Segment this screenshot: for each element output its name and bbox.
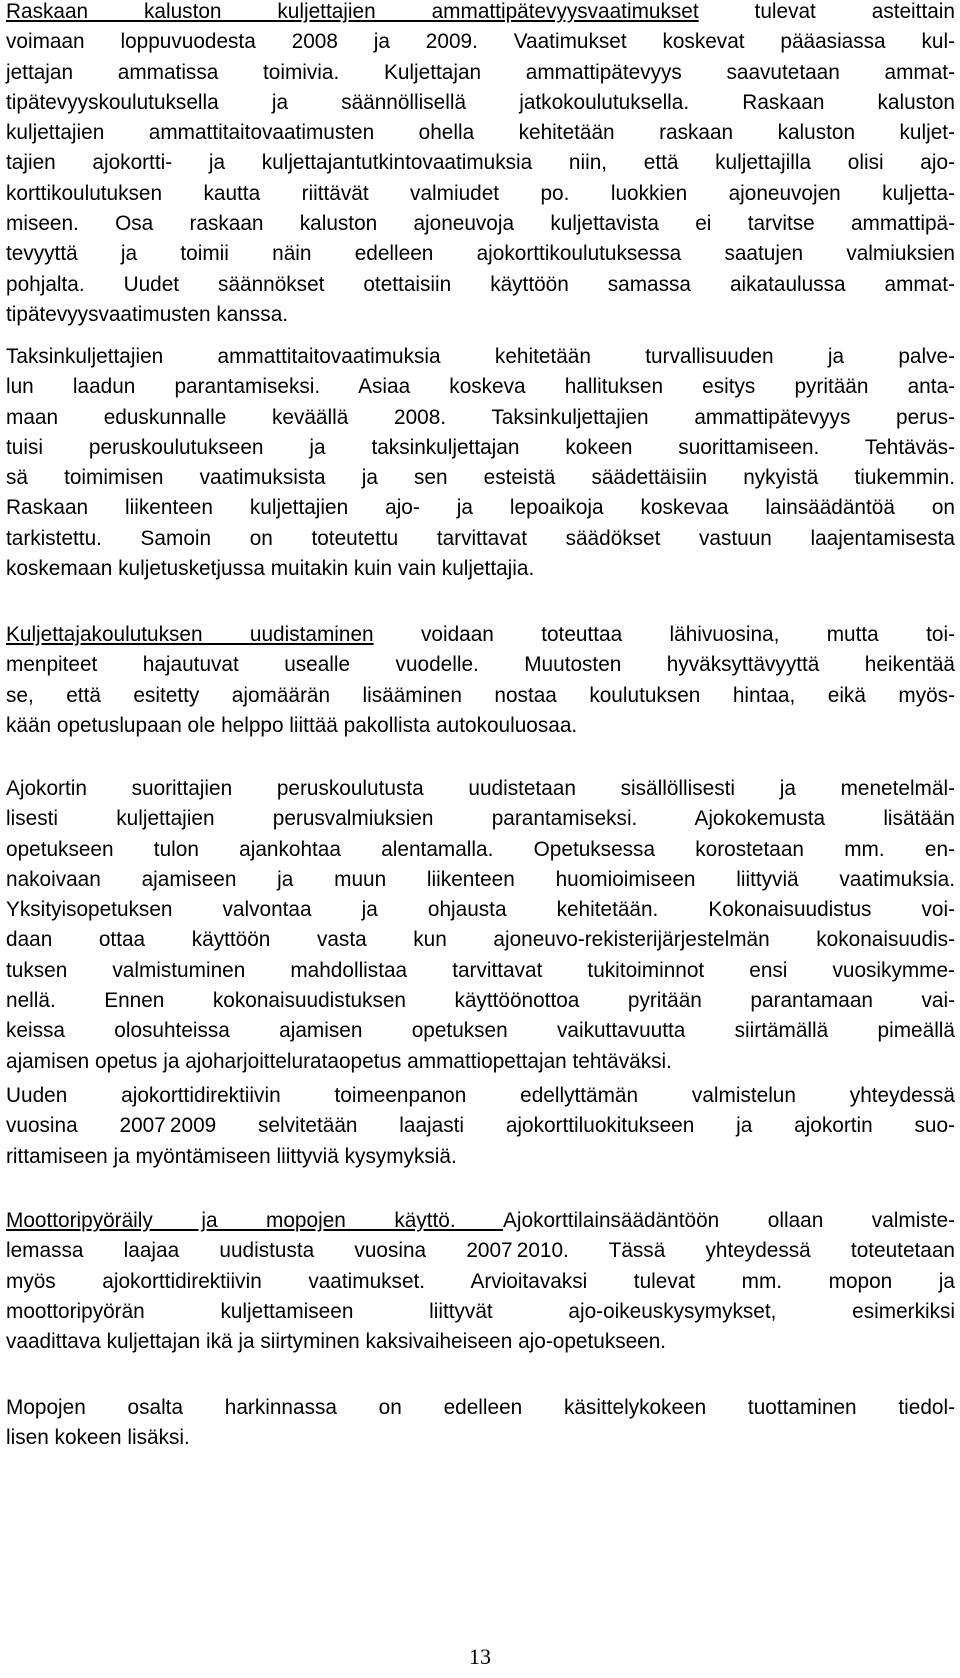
text-run: myös ajokorttidirektiivin vaatimukset. Arvioitavaksi tulevat mm. mopon ja (6, 1269, 955, 1293)
text-run: Ajokortin suorittajien peruskoulutusta uudistetaan sisällöllisesti ja menetelmäl- (6, 777, 955, 800)
text-line (6, 1297, 955, 1327)
text-run: Raskaan liikenteen kuljettajien ajo- ja lepoaikoja koskevaa lainsäädäntöä on (6, 496, 955, 520)
text-line (6, 179, 955, 209)
text-run: ajamisen opetus ja ajoharjoittelurataopetus ammattiopettajan tehtäväksi. (6, 1049, 672, 1073)
text-run: voidaan toteuttaa lähivuosina, mutta toi- (373, 623, 956, 646)
text-line (6, 986, 955, 1016)
text-line (6, 300, 955, 330)
text-run: koskemaan kuljetusketjussa muitakin kuin vain kuljettajia. (6, 557, 535, 581)
text-line (6, 925, 955, 955)
text-line (6, 1142, 955, 1172)
text-run: tuisi peruskoulutukseen ja taksinkuljettajan kokeen suorittamiseen. Tehtäväs- (6, 435, 955, 459)
text-line (6, 835, 955, 865)
text-run: Taksinkuljettajien ammattitaitovaatimuksia kehitetään turvallisuuden ja palve- (6, 345, 955, 368)
text-line (6, 118, 955, 148)
underlined-heading: Moottoripyöräily ja mopojen käyttö. (6, 1209, 504, 1232)
text-line (6, 804, 955, 834)
text-run: nakoivaan ajamiseen ja muun liikenteen huomioimiseen liittyviä vaatimuksia. (6, 867, 955, 891)
text-run: rittamiseen ja myöntämiseen liittyviä kysymyksiä. (6, 1144, 457, 1168)
text-run: tuksen valmistuminen mahdollistaa tarvittavat tukitoiminnot ensi vuosikymme- (6, 958, 955, 982)
text-run: kään opetuslupaan ole helppo liittää pakollista autokouluosaa. (6, 713, 578, 737)
paragraph (0, 1393, 955, 1454)
text-line (6, 433, 955, 463)
text-line (6, 681, 955, 711)
text-line (6, 27, 955, 57)
text-line (6, 1327, 955, 1357)
text-run: lisen kokeen lisäksi. (6, 1426, 190, 1450)
text-run: vuosina 2007 2009 selvitetään laajasti ajokorttiluokitukseen ja ajokortin suo- (6, 1114, 955, 1138)
text-run: kuljettajien ammattitaitovaatimusten ohella kehitetään raskaan kaluston kuljet- (6, 121, 955, 145)
text-run: sä toimimisen vaatimuksista ja sen esteistä säädettäisiin nykyistä tiukemmin. (6, 466, 955, 490)
paragraph (0, 1206, 955, 1357)
text-run: Uuden ajokorttidirektiivin toimeenpanon edellyttämän valmistelun yhteydessä (6, 1084, 955, 1107)
text-line (6, 209, 955, 239)
text-line (6, 1236, 955, 1266)
text-line (6, 554, 955, 584)
underlined-heading: Kuljettajakoulutuksen uudistaminen (6, 623, 374, 646)
text-run: Yksityisopetuksen valvontaa ja ohjausta kehitetään. Kokonaisuudistus voi- (6, 898, 955, 922)
text-line (6, 711, 955, 741)
text-line (6, 372, 955, 402)
text-line (6, 620, 955, 650)
paragraph (0, 620, 955, 741)
text-run: menpiteet hajautuvat usealle vuodelle. Muutosten hyväksyttävyyttä heikentää (6, 653, 955, 677)
text-run: tajien ajokortti- ja kuljettajantutkintovaatimuksia niin, että kuljettajilla olisi ajo- (6, 151, 955, 175)
text-run: daan ottaa käyttöön vasta kun ajoneuvo-rekisterijärjestelmän kokonaisuudis- (6, 928, 955, 952)
paragraph (0, 342, 955, 584)
text-run: tarkistettu. Samoin on toteutettu tarvittavat säädökset vastuun laajentamisesta (6, 526, 955, 550)
text-line (6, 1206, 955, 1236)
text-line (6, 1016, 955, 1046)
text-line (6, 1393, 955, 1423)
text-line (6, 88, 955, 118)
text-line (6, 270, 955, 300)
text-run: tipätevyysvaatimusten kanssa. (6, 302, 289, 326)
text-run: keissa olosuhteissa ajamisen opetuksen vaikuttavuutta siirtämällä pimeällä (6, 1019, 955, 1043)
text-run: voimaan loppuvuodesta 2008 ja 2009. Vaatimukset koskevat pääasiassa kul- (6, 30, 955, 54)
text-line (6, 956, 955, 986)
text-line (6, 1047, 955, 1077)
text-line (6, 403, 955, 433)
text-line (6, 463, 955, 493)
text-line (6, 895, 955, 925)
text-run: Ajokorttilainsäädäntöön ollaan valmiste- (503, 1209, 955, 1232)
text-run: se, että esitetty ajomäärän lisääminen nostaa koulutuksen hintaa, eikä myös- (6, 683, 955, 707)
text-run: tipätevyyskoulutuksella ja säännöllisellä jatkokoulutuksella. Raskaan kaluston (6, 90, 955, 114)
paragraph (0, 1081, 955, 1172)
text-line (6, 493, 955, 523)
text-run: pohjalta. Uudet säännökset otettaisiin käyttöön samassa aikataulussa ammat- (6, 272, 955, 296)
text-run: maan eduskunnalle keväällä 2008. Taksinkuljettajien ammattipätevyys perus- (6, 405, 955, 429)
text-line (6, 865, 955, 895)
text-line (6, 650, 955, 680)
text-run: moottoripyörän kuljettamiseen liittyvät ajo-oikeuskysymykset, esimerkiksi (6, 1299, 955, 1323)
text-line (6, 0, 955, 27)
text-run: tevyyttä ja toimii näin edelleen ajokorttikoulutuksessa saatujen valmiuksien (6, 242, 955, 266)
text-line (6, 239, 955, 269)
text-line (6, 148, 955, 178)
underlined-heading: Raskaan kaluston kuljettajien ammattipätevyysvaatimukset (6, 0, 699, 23)
text-run: tulevat asteittain (698, 0, 955, 23)
text-line (6, 524, 955, 554)
text-line (6, 1423, 955, 1453)
text-run: Mopojen osalta harkinnassa on edelleen käsittelykokeen tuottaminen tiedol- (6, 1396, 955, 1419)
text-run: miseen. Osa raskaan kaluston ajoneuvoja kuljettavista ei tarvitse ammattipä- (6, 212, 955, 236)
text-run: lun laadun parantamiseksi. Asiaa koskeva hallituksen esitys pyritään anta- (6, 375, 955, 399)
paragraph (0, 774, 955, 1077)
text-line (6, 1081, 955, 1111)
paragraph (0, 0, 955, 330)
text-run: korttikoulutuksen kautta riittävät valmiudet po. luokkien ajoneuvojen kuljetta- (6, 181, 955, 205)
text-line (6, 1267, 955, 1297)
text-run: jettajan ammatissa toimivia. Kuljettajan ammattipätevyys saavutetaan ammat- (6, 60, 955, 84)
text-line (6, 774, 955, 804)
text-line (6, 1111, 955, 1141)
text-line (6, 342, 955, 372)
text-line (6, 58, 955, 88)
text-run: nellä. Ennen kokonaisuudistuksen käyttöönottoa pyritään parantamaan vai- (6, 989, 955, 1013)
text-run: lemassa laajaa uudistusta vuosina 2007 2010. Tässä yhteydessä toteutetaan (6, 1239, 955, 1263)
text-run: opetukseen tulon ajankohtaa alentamalla. Opetuksessa korostetaan mm. en- (6, 837, 955, 861)
text-run: lisesti kuljettajien perusvalmiuksien parantamiseksi. Ajokokemusta lisätään (6, 807, 955, 831)
page-number: 13 (469, 1644, 491, 1669)
text-run: vaadittava kuljettajan ikä ja siirtyminen kaksivaiheiseen ajo-opetukseen. (6, 1330, 667, 1354)
